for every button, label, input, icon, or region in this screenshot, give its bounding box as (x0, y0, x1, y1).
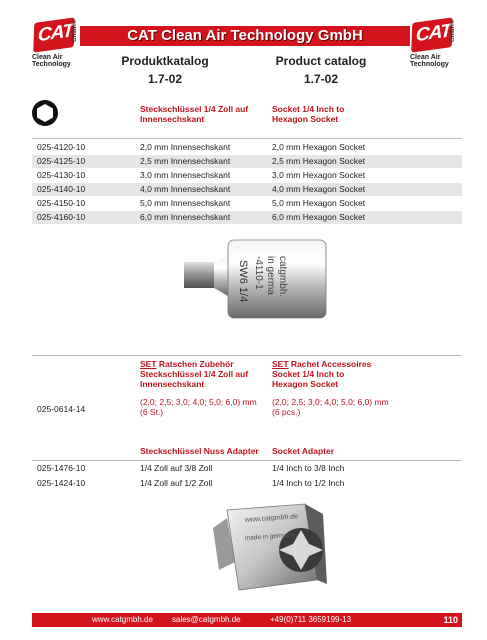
section1-title-en: Socket 1/4 Inch to Hexagon Socket (272, 104, 345, 124)
divider (32, 460, 462, 461)
section1-title-de: Steckschlüssel 1/4 Zoll auf Innensechskant (140, 104, 249, 124)
adapter-engraving-1: www.catgmbh.de (244, 513, 299, 524)
section2-title-de: SET Ratschen Zubehör Steckschlüssel 1/4 Zoll auf Innensechskant (140, 359, 249, 389)
divider (32, 138, 462, 139)
footer-phone: +49(0)711 3659199-13 (270, 615, 352, 624)
section2-title-en: SET Rachet Accessoires Socket 1/4 Inch to Hexagon Socket (272, 359, 372, 389)
divider (32, 355, 462, 356)
section3-title-en: Socket Adapter (272, 446, 335, 456)
engraving-1: SW6 1/4 (237, 260, 249, 303)
adapter-engraving-2: made in germany (244, 531, 296, 542)
set-code: 025-0614-14 (37, 404, 86, 414)
catalog-heading-en: Product catalog 1.7-02 (275, 54, 367, 86)
footer-email-link[interactable]: sales@catgmbh.de (172, 615, 241, 624)
catalog-heading-de: Produktkatalog 1.7-02 (121, 54, 209, 86)
company-banner: CAT Clean Air Technology GmbH (80, 26, 410, 46)
table-row: 025-4120-10 2,0 mm Innensechskant 2,0 mm Hexagon Socket (37, 142, 366, 152)
engraving-4: -4110-1 (253, 256, 264, 290)
page-number: 110 (443, 615, 458, 625)
table-row: 025-4140-10 4,0 mm Innensechskant 4,0 mm Hexagon Socket (32, 183, 462, 196)
table-row: 025-4130-10 3,0 mm Innensechskant 3,0 mm Hexagon Socket (37, 170, 366, 180)
engraving-2: catgmbh. (277, 256, 288, 298)
section3-title-de: Steckschlüssel Nuss Adapter (140, 446, 259, 456)
table-row: 025-1476-10 1/4 Zoll auf 3/8 Zoll 1/4 Inch to 3/8 Inch (37, 463, 345, 473)
logo-right: CAT GmbH® Clean Air Technology (410, 12, 470, 68)
table-row: 025-1424-10 1/4 Zoll auf 1/2 Zoll 1/4 Inch to 1/2 Inch (37, 478, 345, 488)
set-contents-de: (2,0; 2,5; 3,0; 4,0; 5,0; 6,0) mm (6 St.) (140, 397, 257, 417)
footer-web-link[interactable]: www.catgmbh.de (92, 615, 153, 624)
engraving-3: in germa (265, 256, 276, 295)
footer-bar (32, 613, 462, 627)
hex-socket-product-image (180, 232, 330, 324)
table-row: 025-4125-10 2,5 mm Innensechskant 2,5 mm Hexagon Socket (32, 155, 462, 168)
hexagon-socket-icon (32, 100, 58, 126)
table-row: 025-4160-10 6,0 mm Innensechskant 6,0 mm Hexagon Socket (32, 211, 462, 224)
socket-adapter-product-image (205, 500, 330, 605)
table-row: 025-4150-10 5,0 mm Innensechskant 5,0 mm Hexagon Socket (37, 198, 366, 208)
logo-left: CAT GmbH® Clean Air Technology (32, 12, 92, 68)
set-contents-en: (2,0; 2,5; 3,0; 4,0; 5,0; 6,0) mm (6 pcs.) (272, 397, 389, 417)
